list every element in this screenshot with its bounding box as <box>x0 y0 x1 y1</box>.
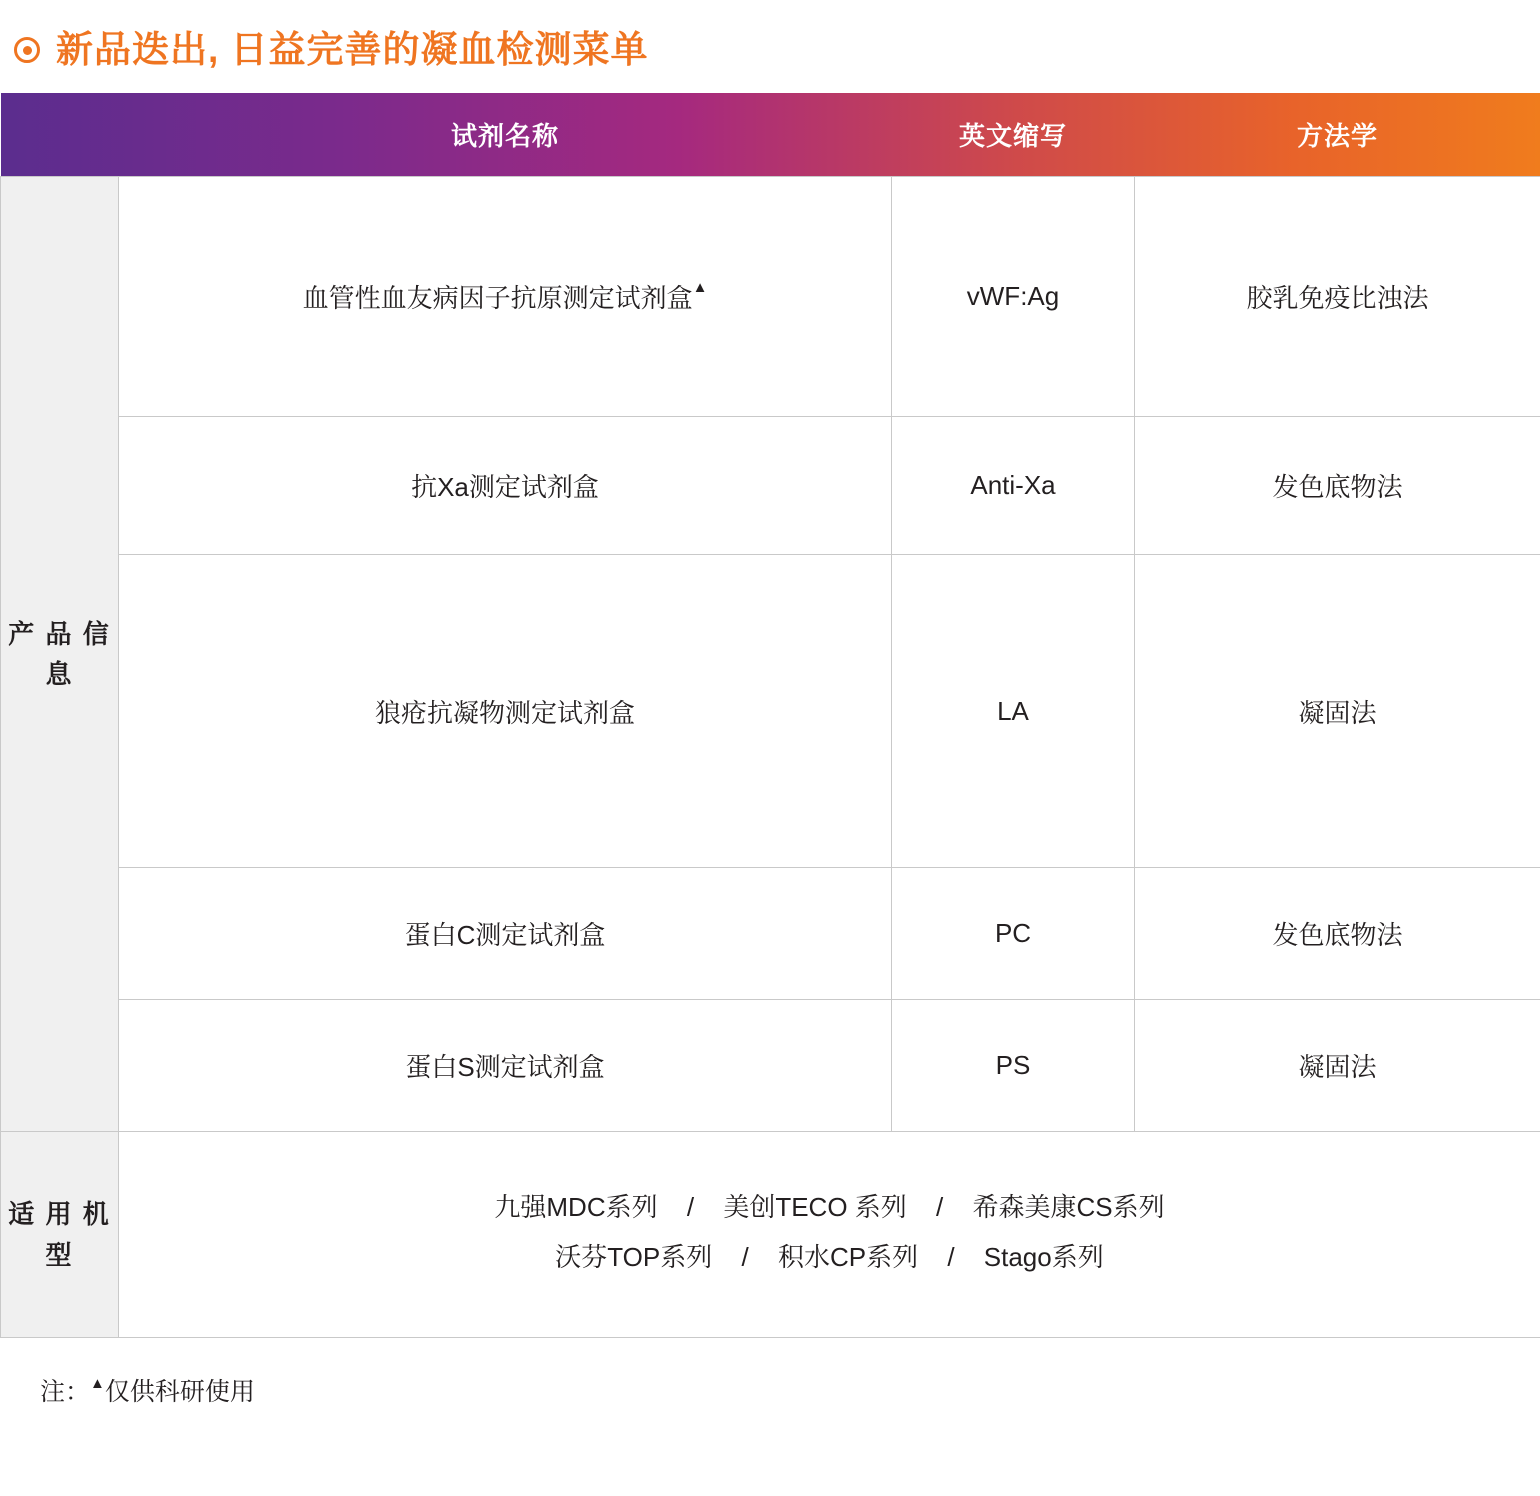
table-row <box>1 177 1540 417</box>
reagent-abbr: Anti-Xa <box>892 417 1135 555</box>
machine-item: 沃芬TOP系列 <box>555 1241 713 1272</box>
table-header-name: 试剂名称 <box>450 120 559 151</box>
target-dot-icon <box>14 37 40 63</box>
reagent-name-text: 血管性血友病因子抗原测定试剂盒 <box>302 283 693 314</box>
side-label-product-info-text: 产 品 信 息 <box>8 618 111 690</box>
table-header-abbr: 英文缩写 <box>958 120 1067 151</box>
reagent-name: 蛋白S测定试剂盒 <box>119 1000 892 1132</box>
machine-item: 积水CP系列 <box>777 1241 919 1272</box>
side-label-product-info <box>1 177 119 1132</box>
machine-item: Stago系列 <box>983 1241 1104 1272</box>
reagent-name: 狼疮抗凝物测定试剂盒 <box>119 555 892 868</box>
reagent-abbr: LA <box>892 555 1135 868</box>
table-row <box>1 555 1540 868</box>
reagent-method: 凝固法 <box>1135 555 1540 868</box>
table-header-method: 方法学 <box>1296 120 1378 151</box>
side-label-machine-type <box>1 1132 119 1338</box>
machine-item: 九强MDC系列 <box>494 1192 658 1223</box>
reagent-menu-table <box>0 93 1540 1339</box>
machine-separator: / <box>936 1192 944 1223</box>
footnote-text: 仅供科研使用 <box>104 1378 255 1407</box>
machine-separator: / <box>686 1192 695 1223</box>
machine-separator: / <box>741 1241 749 1272</box>
reagent-method: 发色底物法 <box>1135 868 1540 1000</box>
machine-line-1 <box>129 1183 1530 1232</box>
reagent-abbr: PC <box>892 868 1135 1000</box>
reagent-method: 凝固法 <box>1135 1000 1540 1132</box>
reagent-name: 抗Xa测定试剂盒 <box>119 417 892 555</box>
compatible-machines <box>119 1132 1540 1338</box>
machine-separator: / <box>947 1241 955 1272</box>
machine-item: 美创TECO 系列 <box>723 1192 907 1223</box>
reagent-abbr: PS <box>892 1000 1135 1132</box>
footnote <box>0 1338 1540 1408</box>
side-label-machine-type-text: 适 用 机 型 <box>8 1199 111 1270</box>
table-row <box>1 417 1540 555</box>
footnote-prefix: 注： <box>40 1378 91 1407</box>
machine-line-2 <box>129 1233 1530 1282</box>
reagent-name: 蛋白C测定试剂盒 <box>119 868 892 1000</box>
reagent-method: 胶乳免疫比浊法 <box>1135 177 1540 417</box>
table-row <box>1 868 1540 1000</box>
reagent-method: 发色底物法 <box>1135 417 1540 555</box>
research-use-mark: ▲ <box>692 278 708 296</box>
machine-item: 希森美康CS系列 <box>972 1192 1165 1223</box>
reagent-abbr: vWF:Ag <box>892 177 1135 417</box>
table-row-machine-type <box>1 1132 1540 1338</box>
page-title-text: 新品迭出, 日益完善的凝血检测菜单 <box>56 29 649 70</box>
page-title <box>0 0 1540 93</box>
table-header-blank <box>1 93 119 177</box>
reagent-name <box>119 177 892 417</box>
footnote-mark: ▲ <box>90 1374 105 1392</box>
table-header-row <box>1 93 1540 177</box>
table-row <box>1 1000 1540 1132</box>
